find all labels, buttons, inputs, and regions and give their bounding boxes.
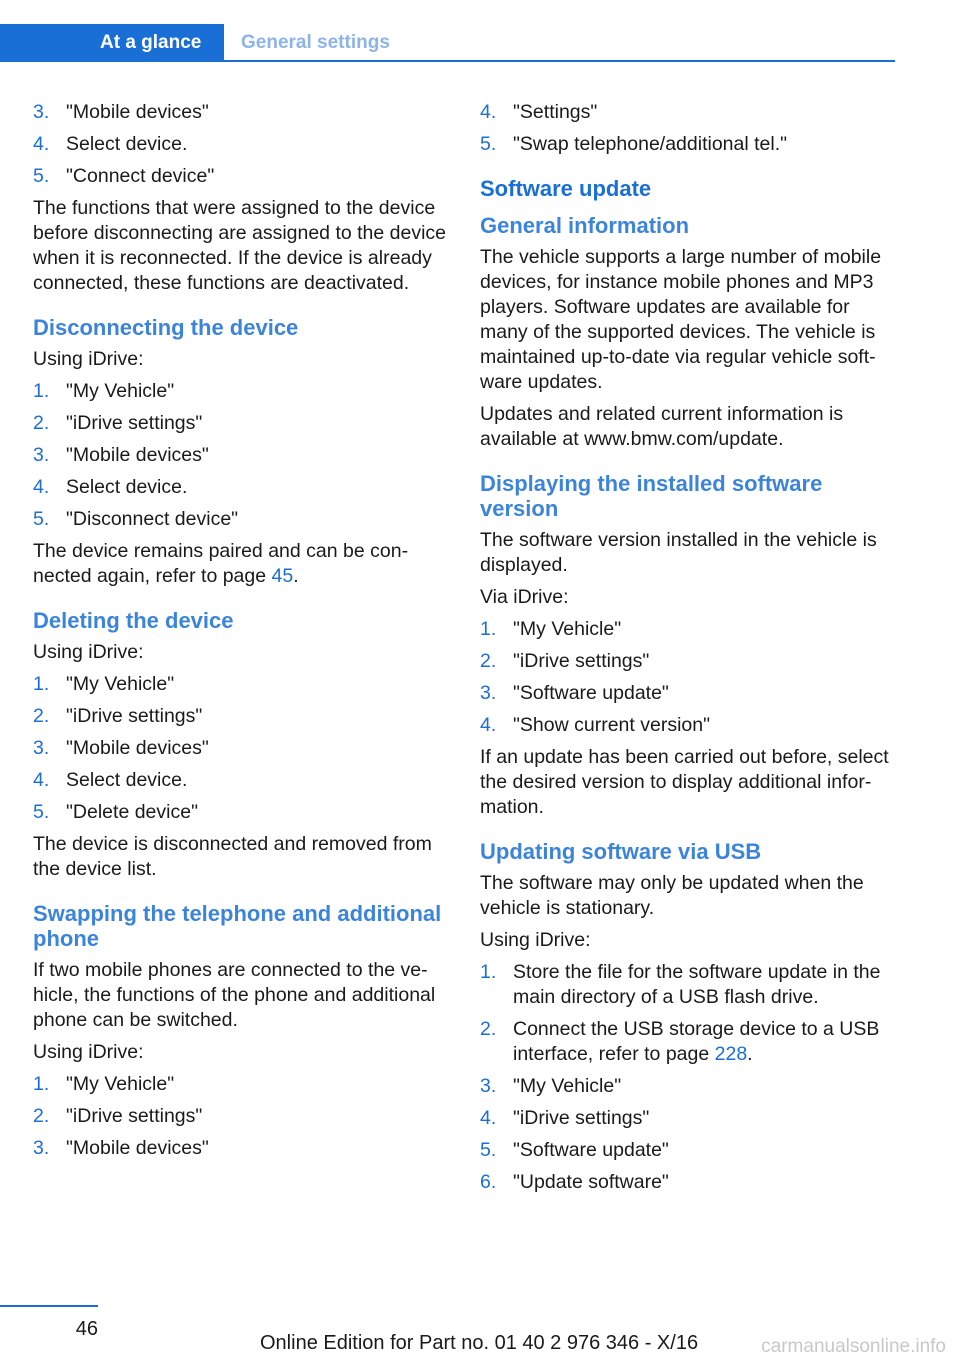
list-item xyxy=(33,411,453,436)
list-item-number: 1. xyxy=(33,380,50,402)
list-item-text: "iDrive settings" xyxy=(66,1105,203,1127)
list-item-text: "Show current version" xyxy=(513,714,711,736)
stationary-paragraph: The software may only be updated when the vehicle is stationary. xyxy=(480,872,864,919)
list-item-number: 5. xyxy=(33,508,50,530)
list-item xyxy=(33,100,453,125)
list-item xyxy=(33,768,453,793)
list-item xyxy=(33,132,453,157)
list-item-text: Select device. xyxy=(66,133,188,155)
header-tab-bar xyxy=(0,24,895,62)
paired-paragraph: The device remains paired and can be connected again, refer to page 45. xyxy=(33,540,409,587)
list-item-text: "iDrive settings" xyxy=(66,705,203,727)
list-item-text: "Swap telephone/additional tel." xyxy=(513,133,788,155)
list-item xyxy=(33,672,453,697)
usb-update-steps-list-rest xyxy=(480,1074,900,1195)
list-item-number: 4. xyxy=(33,133,50,155)
list-item-number: 2. xyxy=(33,705,50,727)
page-number: 46 xyxy=(75,1318,98,1340)
list-item xyxy=(33,800,453,825)
list-item-text: Select device. xyxy=(66,769,188,791)
list-item xyxy=(33,379,453,404)
list-item-number: 4. xyxy=(480,101,497,123)
list-item-text: Select device. xyxy=(66,476,188,498)
list-item-text: "iDrive settings" xyxy=(513,1107,650,1129)
list-item-number: 1. xyxy=(33,673,50,695)
list-item-number: 5. xyxy=(480,1139,497,1161)
list-item xyxy=(33,507,453,532)
list-item-number: 2. xyxy=(480,650,497,672)
list-item xyxy=(480,649,900,674)
list-item xyxy=(33,164,453,189)
tab-general-settings[interactable]: General settings xyxy=(241,32,390,53)
list-item-number: 3. xyxy=(33,101,50,123)
list-item xyxy=(480,100,900,125)
list-item-number: 3. xyxy=(33,444,50,466)
list-item xyxy=(33,443,453,468)
connect-steps-list xyxy=(33,100,453,189)
footer-rule xyxy=(0,1305,98,1307)
list-item xyxy=(33,1136,453,1161)
edition-footer: Online Edition for Part no. 01 40 2 976 346 - X/16 xyxy=(260,1332,699,1354)
updates-info-paragraph: Updates and related current information is available at www.bmw.com/update. xyxy=(480,403,844,450)
heading-displaying-version: Displaying the installed software version xyxy=(480,471,823,521)
page-link-228[interactable]: 228 xyxy=(714,1043,748,1065)
list-item xyxy=(33,1072,453,1097)
list-item-number: 2. xyxy=(33,412,50,434)
list-item-text: "iDrive settings" xyxy=(513,650,650,672)
list-item xyxy=(33,736,453,761)
list-item-text: "My Vehicle" xyxy=(513,618,622,640)
list-item-text: "Mobile devices" xyxy=(66,1137,209,1159)
usb-update-steps-list xyxy=(480,960,900,1067)
list-item xyxy=(480,1074,900,1099)
list-item-number: 1. xyxy=(480,618,497,640)
list-item-text: "My Vehicle" xyxy=(66,673,175,695)
list-item-number: 3. xyxy=(33,737,50,759)
list-item-text: "iDrive settings" xyxy=(66,412,203,434)
removed-paragraph: The device is disconnected and removed from the device list. xyxy=(33,833,432,880)
list-item xyxy=(33,475,453,500)
list-item-number: 5. xyxy=(33,165,50,187)
right-column xyxy=(480,100,900,1202)
list-item-number: 2. xyxy=(33,1105,50,1127)
list-item-number: 5. xyxy=(480,133,497,155)
list-item-number: 4. xyxy=(480,714,497,736)
using-idrive-label: Using iDrive: xyxy=(480,929,591,951)
left-column xyxy=(33,100,453,1168)
page-link-45[interactable]: 45 xyxy=(271,565,294,587)
swap-steps-continued-list xyxy=(480,100,900,157)
software-support-paragraph: The vehicle supports a large number of mobile devices, for instance mobile phones and MP3 players. Software updates are available for many of the supported devices. The vehicle is maintained up-to-date via regular vehicle software updates. xyxy=(480,246,882,393)
disconnect-steps-list xyxy=(33,379,453,532)
using-idrive-label: Using iDrive: xyxy=(33,1041,144,1063)
list-item xyxy=(480,713,900,738)
version-paragraph: The software version installed in the vehicle is displayed. xyxy=(480,529,877,576)
list-item xyxy=(480,132,900,157)
list-item-number: 3. xyxy=(480,1075,497,1097)
list-item: 1. Store the file for the software update in the main directory of a USB flash drive. xyxy=(480,961,881,1008)
reconnect-paragraph: The functions that were assigned to the device before disconnecting are assigned to the device when it is reconnected. If the device is already connected, these functions are deactivated. xyxy=(33,197,447,294)
list-item xyxy=(33,1104,453,1129)
heading-updating-usb: Updating software via USB xyxy=(480,839,762,864)
heading-general-information: General information xyxy=(480,213,690,238)
previous-update-paragraph: If an update has been carried out before, select the desired version to display additional information. xyxy=(480,746,889,818)
delete-steps-list xyxy=(33,672,453,825)
list-item-text: "Delete device" xyxy=(66,801,198,823)
list-item-text: "My Vehicle" xyxy=(66,380,175,402)
list-item-text: "Update software" xyxy=(513,1171,669,1193)
swap-steps-list xyxy=(33,1072,453,1161)
list-item xyxy=(480,681,900,706)
show-version-steps-list xyxy=(480,617,900,738)
list-item-text: "Software update" xyxy=(513,682,669,704)
list-item-text: "Disconnect device" xyxy=(66,508,239,530)
swap-paragraph: If two mobile phones are connected to the vehicle, the functions of the phone and additional phone can be switched. xyxy=(33,959,436,1031)
list-item-text: "My Vehicle" xyxy=(513,1075,622,1097)
list-item-number: 4. xyxy=(480,1107,497,1129)
list-item-text: "Mobile devices" xyxy=(66,101,209,123)
list-item-number: 5. xyxy=(33,801,50,823)
list-item-number: 6. xyxy=(480,1171,497,1193)
heading-deleting: Deleting the device xyxy=(33,608,234,633)
heading-disconnecting: Disconnecting the device xyxy=(33,315,299,340)
list-item-number: 3. xyxy=(33,1137,50,1159)
list-item-text: "Mobile devices" xyxy=(66,444,209,466)
list-item-number: 3. xyxy=(480,682,497,704)
heading-software-update: Software update xyxy=(480,176,652,201)
list-item xyxy=(480,1170,900,1195)
list-item xyxy=(480,1138,900,1163)
list-item-text: "Connect device" xyxy=(66,165,215,187)
watermark: carmanualsonline.info xyxy=(761,1336,946,1357)
list-item xyxy=(480,617,900,642)
list-item-text: "Mobile devices" xyxy=(66,737,209,759)
list-item-text: "Software update" xyxy=(513,1139,669,1161)
list-item xyxy=(33,704,453,729)
list-item-number: 4. xyxy=(33,769,50,791)
list-item-text: "Settings" xyxy=(513,101,598,123)
list-item-number: 1. xyxy=(33,1073,50,1095)
via-idrive-label: Via iDrive: xyxy=(480,586,569,608)
list-item-number: 4. xyxy=(33,476,50,498)
list-item xyxy=(480,1106,900,1131)
using-idrive-label: Using iDrive: xyxy=(33,348,144,370)
tab-at-a-glance[interactable]: At a glance xyxy=(0,24,224,62)
heading-swapping: Swapping the telephone and additional phone xyxy=(33,901,442,951)
using-idrive-label: Using iDrive: xyxy=(33,641,144,663)
list-item: 2. Connect the USB storage device to a USB interface, refer to page 228. xyxy=(480,1018,880,1065)
list-item-text: "My Vehicle" xyxy=(66,1073,175,1095)
